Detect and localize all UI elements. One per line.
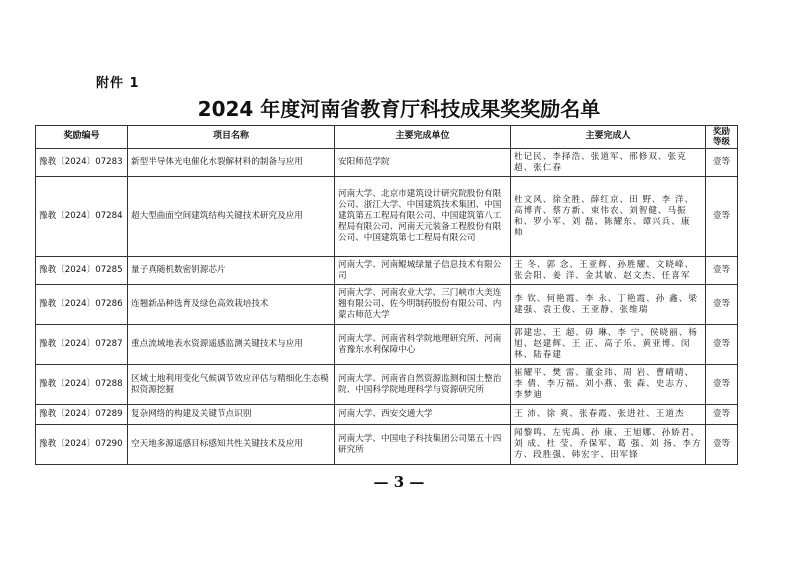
table-row bbox=[36, 425, 738, 465]
header-grade: 奖励等级 bbox=[706, 126, 738, 149]
table-header-row bbox=[36, 126, 738, 149]
table-row bbox=[36, 325, 738, 365]
completion-people: 郭建忠、王 超、毋 琳、李 宁、侯晓丽、杨 旭、赵建辉、王 正、高子乐、黄亚博、闵 林、陆春建 bbox=[511, 325, 706, 365]
header-code: 奖励编号 bbox=[36, 126, 128, 149]
completion-units: 河南大学、河南省科学院地理研究所、河南省豫东水利保障中心 bbox=[335, 325, 511, 365]
project-name: 新型半导体光电催化水裂解材料的制备与应用 bbox=[128, 149, 335, 177]
award-code: 豫教〔2024〕07289 bbox=[36, 405, 128, 425]
table-row bbox=[36, 257, 738, 285]
completion-units: 河南大学、西安交通大学 bbox=[335, 405, 511, 425]
award-grade: 壹等 bbox=[706, 257, 738, 285]
award-code: 豫教〔2024〕07283 bbox=[36, 149, 128, 177]
table-row bbox=[36, 405, 738, 425]
page-number: — 3 — bbox=[373, 473, 425, 491]
header-units: 主要完成单位 bbox=[335, 126, 511, 149]
award-code: 豫教〔2024〕07288 bbox=[36, 365, 128, 405]
award-table bbox=[35, 125, 738, 465]
project-name: 区域土地利用变化气候调节效应评估与精细化生态模拟资源挖掘 bbox=[128, 365, 335, 405]
completion-units: 安阳师范学院 bbox=[335, 149, 511, 177]
award-grade: 壹等 bbox=[706, 405, 738, 425]
completion-units: 河南大学、河南省自然资源监测和国土整治院、中国科学院地理科学与资源研究所 bbox=[335, 365, 511, 405]
award-code: 豫教〔2024〕07285 bbox=[36, 257, 128, 285]
completion-units: 河南大学、北京市建筑设计研究院股份有限公司、浙江大学、中国建筑技术集团、中国建筑第五工程局有限公司、中国建筑第八工程局有限公司、河南天元装备工程股份有限公司、中国建筑第七工程局有限公司 bbox=[335, 177, 511, 257]
award-grade: 壹等 bbox=[706, 365, 738, 405]
award-grade: 壹等 bbox=[706, 177, 738, 257]
attachment-label: 附件 1 bbox=[96, 76, 140, 91]
award-code: 豫教〔2024〕07290 bbox=[36, 425, 128, 465]
completion-units: 河南大学、河南鲲城绿量子信息技术有限公司 bbox=[335, 257, 511, 285]
project-name: 超大型曲面空间建筑结构关键技术研究及应用 bbox=[128, 177, 335, 257]
table-row bbox=[36, 285, 738, 325]
project-name: 量子真随机数密钥源芯片 bbox=[128, 257, 335, 285]
completion-people: 王 冬、郭 念、王亚辉、孙胜耀、文晓峰、张会阳、姜 洋、金其敏、赵文杰、任喜军 bbox=[511, 257, 706, 285]
document-title: 2024 年度河南省教育厅科技成果奖奖励名单 bbox=[197, 97, 601, 121]
project-name: 连翘新品种选育及绿色高效栽培技术 bbox=[128, 285, 335, 325]
header-project: 项目名称 bbox=[128, 126, 335, 149]
project-name: 重点流域地表水资源遥感监测关键技术与应用 bbox=[128, 325, 335, 365]
table-row bbox=[36, 365, 738, 405]
project-name: 复杂网络的构建及关键节点识别 bbox=[128, 405, 335, 425]
completion-units: 河南大学、河南农业大学、三门峡市大美连翘有限公司、佐今明制药股份有限公司、内蒙古师范大学 bbox=[335, 285, 511, 325]
project-name: 空天地多源遥感目标感知共性关键技术及应用 bbox=[128, 425, 335, 465]
award-code: 豫教〔2024〕07284 bbox=[36, 177, 128, 257]
award-grade: 壹等 bbox=[706, 325, 738, 365]
award-code: 豫教〔2024〕07287 bbox=[36, 325, 128, 365]
completion-people: 闻黎鸣、左宪禹、孙 康、王旭娜、孙娇君、刘 成、杜 莹、乔保军、葛 强、刘 扬、李方方、段胜强、韩宏宇、田军锋 bbox=[511, 425, 706, 465]
award-code: 豫教〔2024〕07286 bbox=[36, 285, 128, 325]
award-grade: 壹等 bbox=[706, 285, 738, 325]
completion-people: 杜记民、李择浩、张道军、邢修双、张克超、张仁春 bbox=[511, 149, 706, 177]
completion-people: 王 沛、徐 爽、张春霞、张进社、王道杰 bbox=[511, 405, 706, 425]
award-grade: 壹等 bbox=[706, 149, 738, 177]
completion-people: 杜文风、徐全胜、薛红京、田 野、李 洋、高博青、蔡方新、束伟农、刘智健、马振和、罗小军、刘 磊、陈耀东、谭兴兵、康 帅 bbox=[511, 177, 706, 257]
award-grade: 壹等 bbox=[706, 425, 738, 465]
completion-people: 崔耀平、樊 雷、董金玮、周 岩、曹晴晴、李 倩、李万福、刘小燕、张 森、史志方、李梦迪 bbox=[511, 365, 706, 405]
header-people: 主要完成人 bbox=[511, 126, 706, 149]
table-row bbox=[36, 177, 738, 257]
table-row bbox=[36, 149, 738, 177]
completion-units: 河南大学、中国电子科技集团公司第五十四研究所 bbox=[335, 425, 511, 465]
completion-people: 李 钦、何艳霞、李 永、丁艳霞、孙 鑫、梁建强、袁王俊、王亚静、张维瑞 bbox=[511, 285, 706, 325]
